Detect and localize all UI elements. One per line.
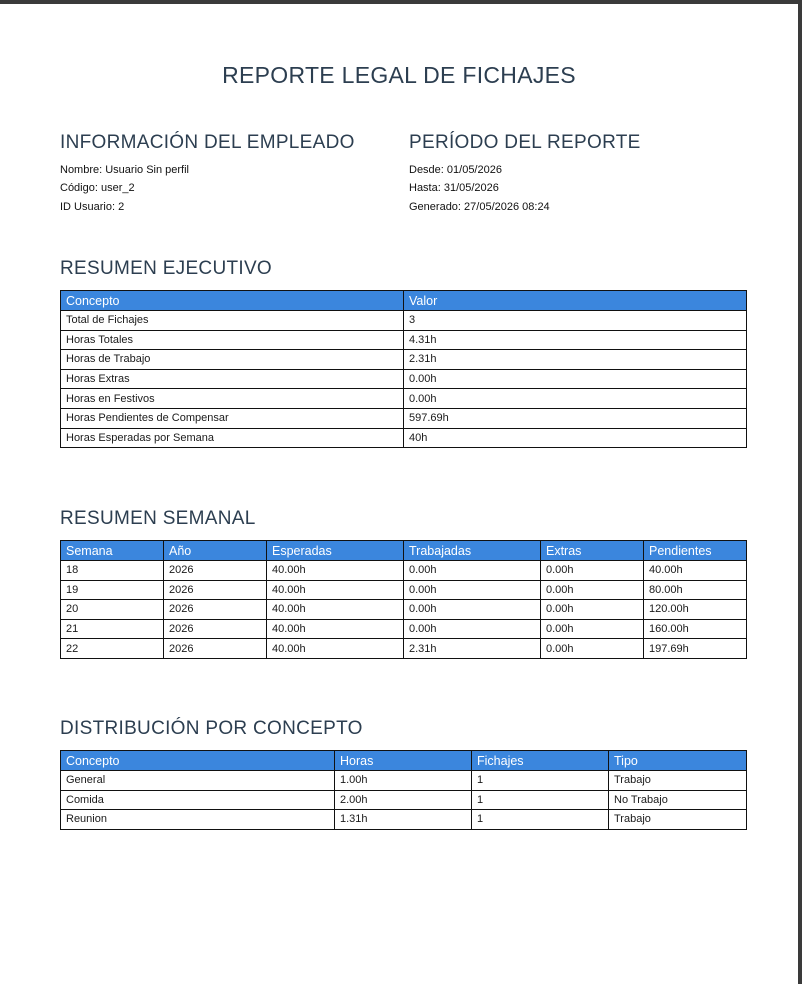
employee-info-heading: INFORMACIÓN DEL EMPLEADO — [60, 132, 355, 153]
employee-name: Nombre: Usuario Sin perfil — [60, 164, 189, 176]
table-cell: 22 — [61, 639, 164, 659]
table-cell: 1.31h — [335, 810, 472, 830]
table-cell: 597.69h — [404, 408, 747, 428]
table-cell: 2.31h — [404, 350, 747, 370]
table-header-row — [61, 541, 747, 561]
table-cell: No Trabajo — [609, 790, 747, 810]
table-cell: 197.69h — [644, 639, 747, 659]
table-row — [61, 428, 747, 448]
column-header: Año — [164, 541, 267, 561]
table-row — [61, 639, 747, 659]
column-header: Fichajes — [472, 751, 609, 771]
column-header: Tipo — [609, 751, 747, 771]
table-row — [61, 619, 747, 639]
table-cell: 160.00h — [644, 619, 747, 639]
column-header: Concepto — [61, 291, 404, 311]
table-cell: 0.00h — [541, 619, 644, 639]
table-cell: Reunion — [61, 810, 335, 830]
table-cell: Horas Esperadas por Semana — [61, 428, 404, 448]
table-cell: General — [61, 771, 335, 791]
page-title: REPORTE LEGAL DE FICHAJES — [222, 62, 576, 88]
table-row — [61, 350, 747, 370]
table-header-row — [61, 751, 747, 771]
table-cell: 2026 — [164, 580, 267, 600]
table-cell: Horas Pendientes de Compensar — [61, 408, 404, 428]
table-cell: 19 — [61, 580, 164, 600]
column-header: Concepto — [61, 751, 335, 771]
table-cell: 2.00h — [335, 790, 472, 810]
column-header: Esperadas — [267, 541, 404, 561]
table-cell: 40.00h — [267, 600, 404, 620]
table-cell: 40.00h — [267, 580, 404, 600]
weekly-summary-table — [60, 540, 747, 659]
table-cell: 2.31h — [404, 639, 541, 659]
table-cell: 0.00h — [541, 580, 644, 600]
table-row — [61, 369, 747, 389]
table-cell: 1 — [472, 790, 609, 810]
table-row — [61, 790, 747, 810]
table-row — [61, 389, 747, 409]
table-cell: 0.00h — [541, 639, 644, 659]
table-cell: 2026 — [164, 639, 267, 659]
table-row — [61, 810, 747, 830]
column-header: Semana — [61, 541, 164, 561]
column-header: Trabajadas — [404, 541, 541, 561]
table-cell: Horas Totales — [61, 330, 404, 350]
table-cell: 0.00h — [404, 369, 747, 389]
executive-summary-heading: RESUMEN EJECUTIVO — [60, 258, 273, 279]
table-cell: 21 — [61, 619, 164, 639]
executive-summary-table — [60, 290, 747, 448]
table-cell: Comida — [61, 790, 335, 810]
table-cell: Trabajo — [609, 771, 747, 791]
table-cell: 40h — [404, 428, 747, 448]
table-cell: 80.00h — [644, 580, 747, 600]
distribution-heading: DISTRIBUCIÓN POR CONCEPTO — [60, 718, 363, 739]
column-header: Valor — [404, 291, 747, 311]
distribution-table — [60, 750, 747, 830]
table-cell: 40.00h — [267, 619, 404, 639]
period-generated: Generado: 27/05/2026 08:24 — [409, 201, 550, 213]
table-cell: 2026 — [164, 600, 267, 620]
table-cell: 0.00h — [404, 619, 541, 639]
table-cell: 1 — [472, 771, 609, 791]
period-to: Hasta: 31/05/2026 — [409, 182, 499, 194]
table-cell: 3 — [404, 311, 747, 331]
column-header: Horas — [335, 751, 472, 771]
table-cell: 18 — [61, 561, 164, 581]
table-cell: Total de Fichajes — [61, 311, 404, 331]
weekly-summary-heading: RESUMEN SEMANAL — [60, 508, 256, 529]
table-row — [61, 408, 747, 428]
employee-code: Código: user_2 — [60, 182, 135, 194]
table-cell: Horas Extras — [61, 369, 404, 389]
table-cell: 20 — [61, 600, 164, 620]
column-header: Pendientes — [644, 541, 747, 561]
table-cell: 4.31h — [404, 330, 747, 350]
table-row — [61, 580, 747, 600]
table-cell: 0.00h — [404, 389, 747, 409]
table-row — [61, 311, 747, 331]
table-cell: 0.00h — [404, 600, 541, 620]
table-row — [61, 771, 747, 791]
table-cell: 0.00h — [541, 600, 644, 620]
table-cell: Trabajo — [609, 810, 747, 830]
table-header-row — [61, 291, 747, 311]
table-cell: 40.00h — [267, 639, 404, 659]
table-row — [61, 600, 747, 620]
table-cell: 2026 — [164, 619, 267, 639]
column-header: Extras — [541, 541, 644, 561]
report-period-heading: PERÍODO DEL REPORTE — [409, 132, 641, 153]
table-cell: 0.00h — [541, 561, 644, 581]
table-row — [61, 330, 747, 350]
table-cell: Horas en Festivos — [61, 389, 404, 409]
employee-id: ID Usuario: 2 — [60, 201, 125, 213]
table-cell: 0.00h — [404, 580, 541, 600]
table-cell: 120.00h — [644, 600, 747, 620]
table-row — [61, 561, 747, 581]
table-cell: Horas de Trabajo — [61, 350, 404, 370]
table-cell: 0.00h — [404, 561, 541, 581]
table-cell: 40.00h — [644, 561, 747, 581]
table-cell: 1.00h — [335, 771, 472, 791]
table-cell: 40.00h — [267, 561, 404, 581]
table-cell: 1 — [472, 810, 609, 830]
table-cell: 2026 — [164, 561, 267, 581]
period-from: Desde: 01/05/2026 — [409, 164, 502, 176]
